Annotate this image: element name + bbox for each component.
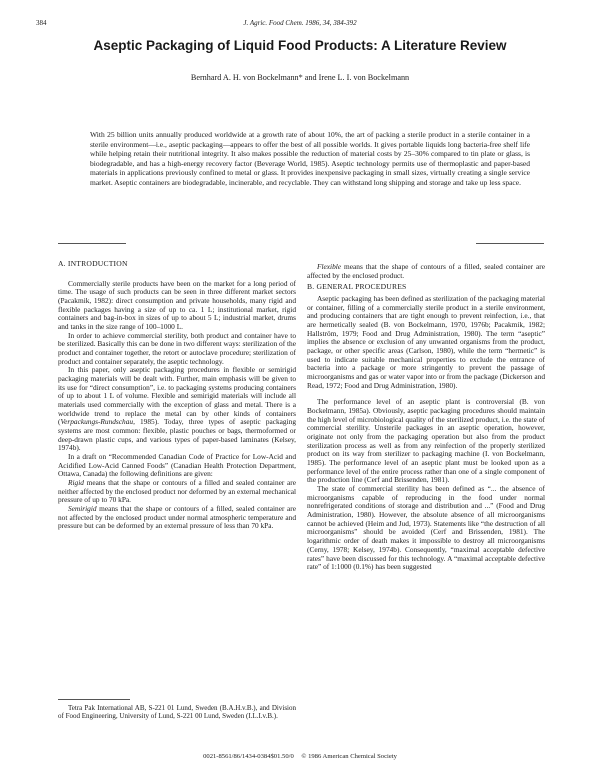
- definition-semirigid: Semirigid means that the shape or contours of a filled, sealed container are not affected by the enclosed product under normal atmospheric temperature and pressure but can be deformed by an external pressure of less than 70 kPa.: [58, 504, 296, 531]
- italic-reference: Verpackungs-Rundschau: [60, 417, 134, 427]
- page-footer: [0, 753, 600, 761]
- paragraph: Commercially sterile products have been on the market for a long period of time. The usage of such products can be seen in three different market sectors (Pacakmik, 1982): direct consumption and private households, many rigid and flexible packages having a size of up to ca. 1 L; institutional market, rigid containers and bag-in-box in sizes of up to about 5 L; industrial market, drums and tanks in the size range of 100–1000 L.: [58, 278, 296, 332]
- article-authors: Bernhard A. H. von Bockelmann* and Irene L. I. von Bockelmann: [190, 73, 410, 82]
- section-heading-general-procedures: B. GENERAL PROCEDURES: [307, 282, 407, 292]
- affiliation-footnote: Tetra Pak International AB, S-221 01 Lund, Sweden (B.A.H.v.B.), and Division of Food Engineering, University of Lund, S-221 00 Lund, Sweden (I.L.I.v.B.).: [58, 704, 296, 721]
- definition-rigid: Rigid means that the shape or contours of a filled and sealed container are neither affected by the enclosed product nor deformed by an external mechanical pressure of up to 70 kPa.: [58, 478, 296, 505]
- running-header: J. Agric. Food Chem. 1986, 34, 384-392: [243, 19, 357, 27]
- abstract-rule-right: [476, 243, 544, 244]
- article-code: 0021-8561/86/1434-0384$01.50/0: [203, 753, 294, 760]
- copyright-notice: © 1986 American Chemical Society: [301, 753, 397, 760]
- paragraph: The performance level of an aseptic plant is controversial (B. von Bockelmann, 1985a). Obviously, aseptic packaging procedures should maintain the high level of microbiological quality of the sterilized product, i.e. the state of commercial sterility. Unsterile packages in an aseptic operation, however, originate not only from the packaging operation but also from the product sterilization process as well as from any reinfection of the properly sterilized product on its way from sterilizer to packaging machine (I. von Bockelmann, 1985). The performance level of an aseptic plant must be looked upon as a performance level of the entire process rather than one of a single component of the production line (Cerf and Brissenden, 1981).: [307, 397, 545, 485]
- paragraph: In order to achieve commercial sterility, both product and container have to be sterilized. Basically this can be done in two different ways: sterilization of the product and container together, the retort or autoclave procedure; sterilization of product and container separately, the aseptic technology.: [58, 330, 296, 366]
- left-column: [58, 260, 296, 531]
- paragraph: In this paper, only aseptic packaging procedures in flexible or semirigid packaging materials will be dealt with. Further, main emphasis will be given to its use for “direct consumption”, i.e. to packaging systems producing containers of up to about 1 L of volume. Flexible and semirigid materials will include all materials used commercially with the exception of glass and metal. There is a worldwide trend to replace the metal can by other kinds of containers (Verpackungs-Rundschau, 1985). Today, three types of aseptic packaging systems are most common: flexible, plastic pouches or bags, thermoformed or deep-drawn plastic cups, and various types of paper-based laminates (Kelsey, 1974b).: [58, 365, 296, 453]
- abstract: With 25 billion units annually produced worldwide at a growth rate of about 10%, the art of packing a sterile product in a sterile container in a sterile environment—i.e., aseptic packaging—appears to offer the best of all possible worlds. It gives portable liquids long bacteria-free shelf life while helping retain their nutritional integrity. It also makes possible the reduction of material costs by 25–30% compared to tin plate or glass, is biodegradable, and has a high-energy recovery factor (Beverage World, 1985). Aseptic technology permits use of thermoplastic and paper-based materials in applications previously confined to metal or glass. It provides inexpensive packaging in small sizes, virtually creating a single service market. Aseptic containers are biodegradable, incinerable, and recyclable. They can withstand long shipping and storage and take up less space.: [90, 130, 530, 187]
- article-title: Aseptic Packaging of Liquid Food Products: A Literature Review: [93, 38, 507, 53]
- footnote-rule: [58, 699, 130, 700]
- paragraph: In a draft on “Recommended Canadian Code of Practice for Low-Acid and Acidified Low-Acid Canned Foods” (Canadian Health Protection Department, Ottawa, Canada) the following definitions are given:: [58, 452, 296, 479]
- paragraph: The state of commercial sterility has been defined as “... the absence of microorganisms capable of reproducing in the food under normal nonrefrigerated conditions of storage and distribution and ...” (Food and Drug Administration, 1980). However, the absolute absence of all microorganisms cannot be achieved (Heim and Jud, 1973). Statements like “the destruction of all microorganisms” should be avoided (Cerf and Brissenden, 1981). The logarithmic order of death makes it impossible to destroy all microorganisms (Cerny, 1978; Kelsey, 1974b). Consequently, “maximal acceptable defective rates” have been discussed for this technology. A “maximal acceptable defective rate” of 1:1000 (0.1%) has been suggested: [307, 484, 545, 572]
- right-column: [307, 260, 545, 572]
- section-heading-introduction: A. INTRODUCTION: [58, 259, 128, 268]
- page-number: 384: [36, 19, 47, 27]
- abstract-rule-left: [58, 243, 126, 244]
- definition-flexible: Flexible means that the shape of contours of a filled, sealed container are affected by the enclosed product.: [307, 262, 545, 280]
- paragraph: Aseptic packaging has been defined as sterilization of the packaging material or container, filling of a commercially sterile product in a sterile environment, and producing containers that are tight enough to prevent reinfection, i.e., that are hermetically sealed (B. von Bockelmann, 1970, 1976b; Pacakmik, 1982; Hallström, 1979; Food and Drug Administration, 1980). The term “aseptic” implies the absence or exclusion of any unwanted organisms from the product, package, or other specific areas (Carlson, 1980), while the term “hermetic” is used to indicate suitable mechanical properties to exclude the entrance of bacteria into a package or more stringently to prevent the passage of microorganisms and gas or water vapor into or from the package (Dickerson and Read, 1972; Food and Drug Administration, 1980).: [307, 294, 545, 390]
